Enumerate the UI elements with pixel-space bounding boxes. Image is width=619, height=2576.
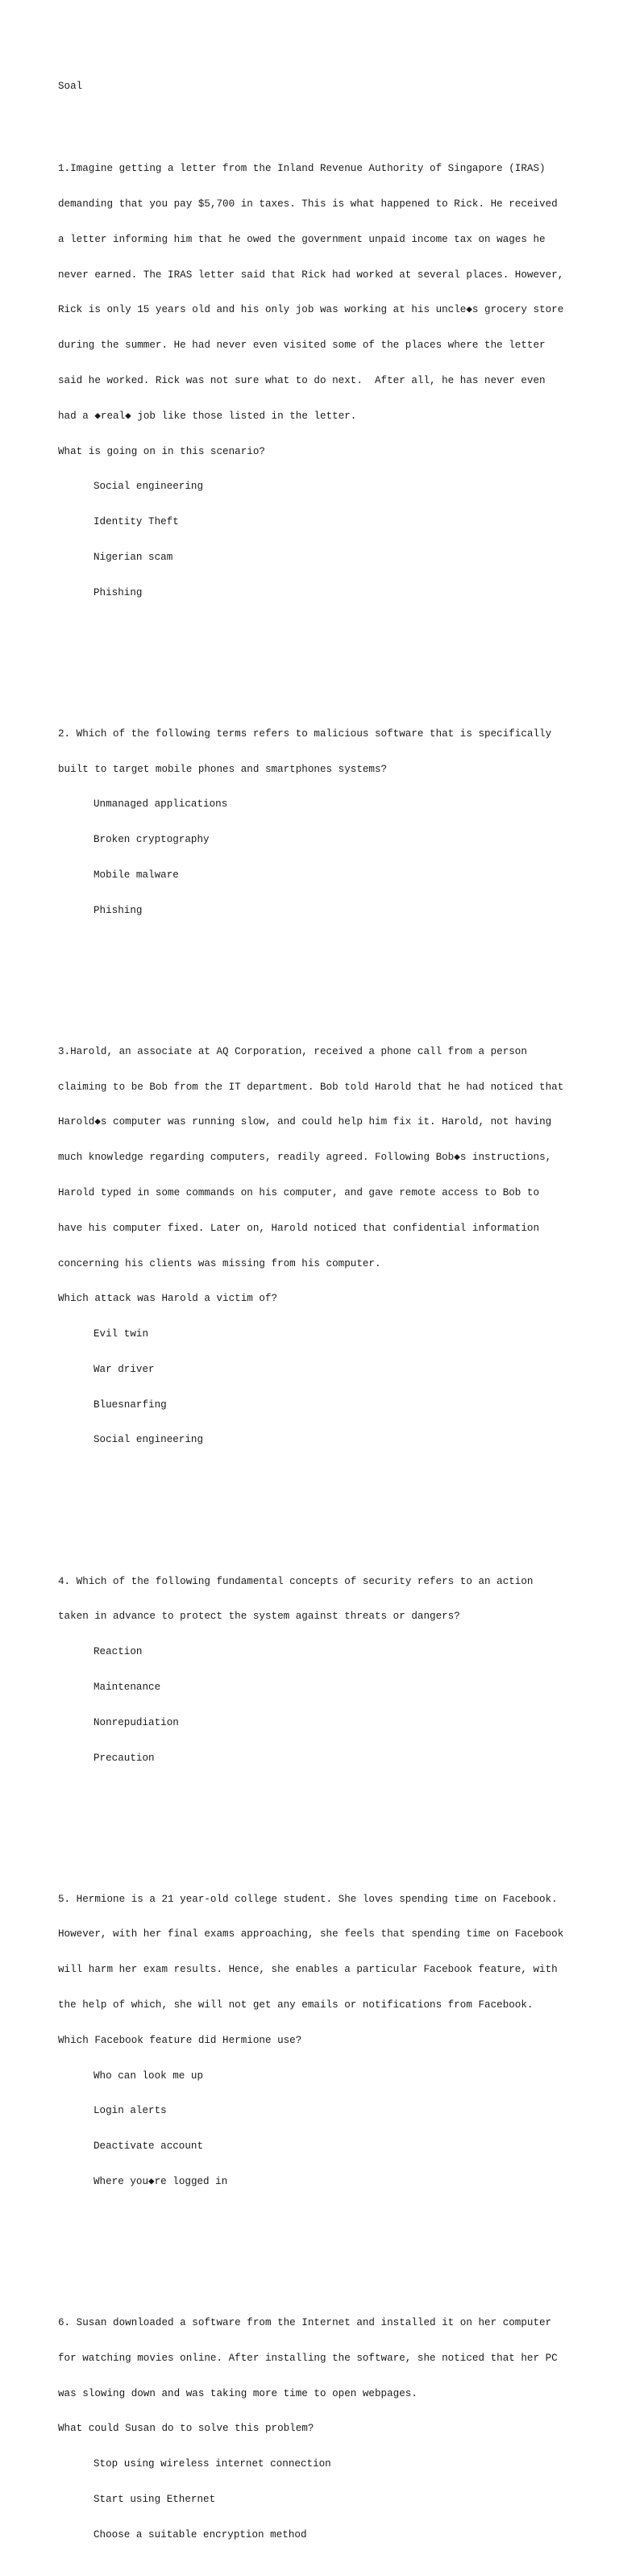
question-3 [58, 1023, 606, 1470]
spacer [58, 646, 606, 658]
spacer [58, 964, 606, 976]
spacer [58, 1811, 606, 1823]
question-text-line: 4. Which of the following fundamental concepts of security refers to an action [58, 1575, 534, 1587]
question-text-line: during the summer. He had never even visited some of the places where the letter [58, 340, 546, 352]
question-4 [58, 1552, 606, 1787]
document-heading: Soal [58, 81, 83, 93]
question-text-line: 6. Susan downloaded a software from the Internet and installed it on her computer [58, 2317, 552, 2328]
question-text-line: 2. Which of the following terms refers to malicious software that is specifically [58, 727, 552, 740]
answer-option: Choose a suitable encryption method [93, 2528, 307, 2541]
answer-option: Reaction [93, 1646, 143, 1658]
question-text-line: have his computer fixed. Later on, Harold noticed that confidential information [58, 1222, 540, 1234]
question-prompt: built to target mobile phones and smartphones systems? [58, 763, 388, 775]
question-text-line: much knowledge regarding computers, readily agreed. Following Bob◆s instructions, [58, 1152, 552, 1164]
question-prompt: What is going on in this scenario? [58, 445, 265, 457]
question-6 [58, 2294, 606, 2565]
question-prompt: taken in advance to protect the system against threats or dangers? [58, 1611, 460, 1623]
question-text-line: for watching movies online. After installing the software, she noticed that her PC [58, 2352, 558, 2364]
question-text-line: a letter informing him that he owed the government unpaid income tax on wages he [58, 233, 546, 245]
spacer [58, 2235, 606, 2247]
answer-option: Social engineering [93, 1434, 204, 1446]
question-text-line: 5. Hermione is a 21 year-old college student. She loves spending time on Facebook. [58, 1893, 558, 1905]
answer-option: Precaution [93, 1752, 155, 1764]
question-prompt: Which Facebook feature did Hermione use? [58, 2034, 302, 2046]
answer-option: Broken cryptography [93, 834, 210, 846]
question-5 [58, 1869, 606, 2211]
answer-option: Login alerts [93, 2105, 167, 2117]
answer-option: Nonrepudiation [93, 1716, 179, 1728]
question-2 [58, 705, 606, 940]
question-text-line: claiming to be Bob from the IT department. Bob told Harold that he had noticed that [58, 1081, 564, 1093]
answer-option: Stop using wireless internet connection [93, 2458, 331, 2470]
answer-option: Phishing [93, 586, 143, 598]
question-text-line: 1.Imagine getting a letter from the Inland Revenue Authority of Singapore (IRAS) [58, 163, 546, 175]
spacer [58, 1493, 606, 1505]
answer-option: Start using Ethernet [93, 2493, 216, 2505]
question-prompt: What could Susan do to solve this problem? [58, 2423, 314, 2435]
answer-option: Nigerian scam [93, 551, 173, 563]
answer-option: Mobile malware [93, 869, 179, 881]
question-text-line: Harold typed in some commands on his computer, and gave remote access to Bob to [58, 1187, 540, 1198]
answer-option: Unmanaged applications [93, 798, 228, 811]
answer-option: Phishing [93, 904, 143, 916]
question-text-line: Harold◆s computer was running slow, and could help him fix it. Harold, not having [58, 1116, 552, 1128]
question-prompt: Which attack was Harold a victim of? [58, 1293, 278, 1305]
question-text-line: was slowing down and was taking more time to open webpages. [58, 2387, 418, 2399]
answer-option: Maintenance [93, 1681, 161, 1693]
answer-option: Where you◆re logged in [93, 2175, 228, 2187]
question-text-line: 3.Harold, an associate at AQ Corporation, received a phone call from a person [58, 1045, 527, 1057]
answer-option: Bluesnarfing [93, 1398, 167, 1411]
answer-option: Evil twin [93, 1328, 149, 1340]
question-text-line: said he worked. Rick was not sure what to do next. After all, he has never even [58, 375, 546, 387]
question-text-line: will harm her exam results. Hence, she enables a particular Facebook feature, with [58, 1964, 558, 1976]
answer-option: Who can look me up [93, 2070, 204, 2082]
answer-option: Deactivate account [93, 2140, 204, 2153]
question-1 [58, 140, 606, 622]
question-text-line: Rick is only 15 years old and his only job was working at his uncle◆s grocery store [58, 304, 564, 316]
question-text-line: demanding that you pay $5,700 in taxes. This is what happened to Rick. He received [58, 198, 558, 210]
document-page [58, 57, 606, 2576]
question-text-line: the help of which, she will not get any emails or notifications from Facebook. [58, 1999, 534, 2011]
answer-option: War driver [93, 1363, 155, 1375]
answer-option: Identity Theft [93, 516, 179, 528]
answer-option: Social engineering [93, 481, 204, 493]
question-text-line: However, with her final exams approaching, she feels that spending time on Facebook [58, 1928, 564, 1940]
question-text-line: concerning his clients was missing from his computer. [58, 1257, 381, 1269]
question-text-line: never earned. The IRAS letter said that Rick had worked at several places. However, [58, 269, 564, 281]
question-text-line: had a ◆real◆ job like those listed in the letter. [58, 410, 357, 422]
